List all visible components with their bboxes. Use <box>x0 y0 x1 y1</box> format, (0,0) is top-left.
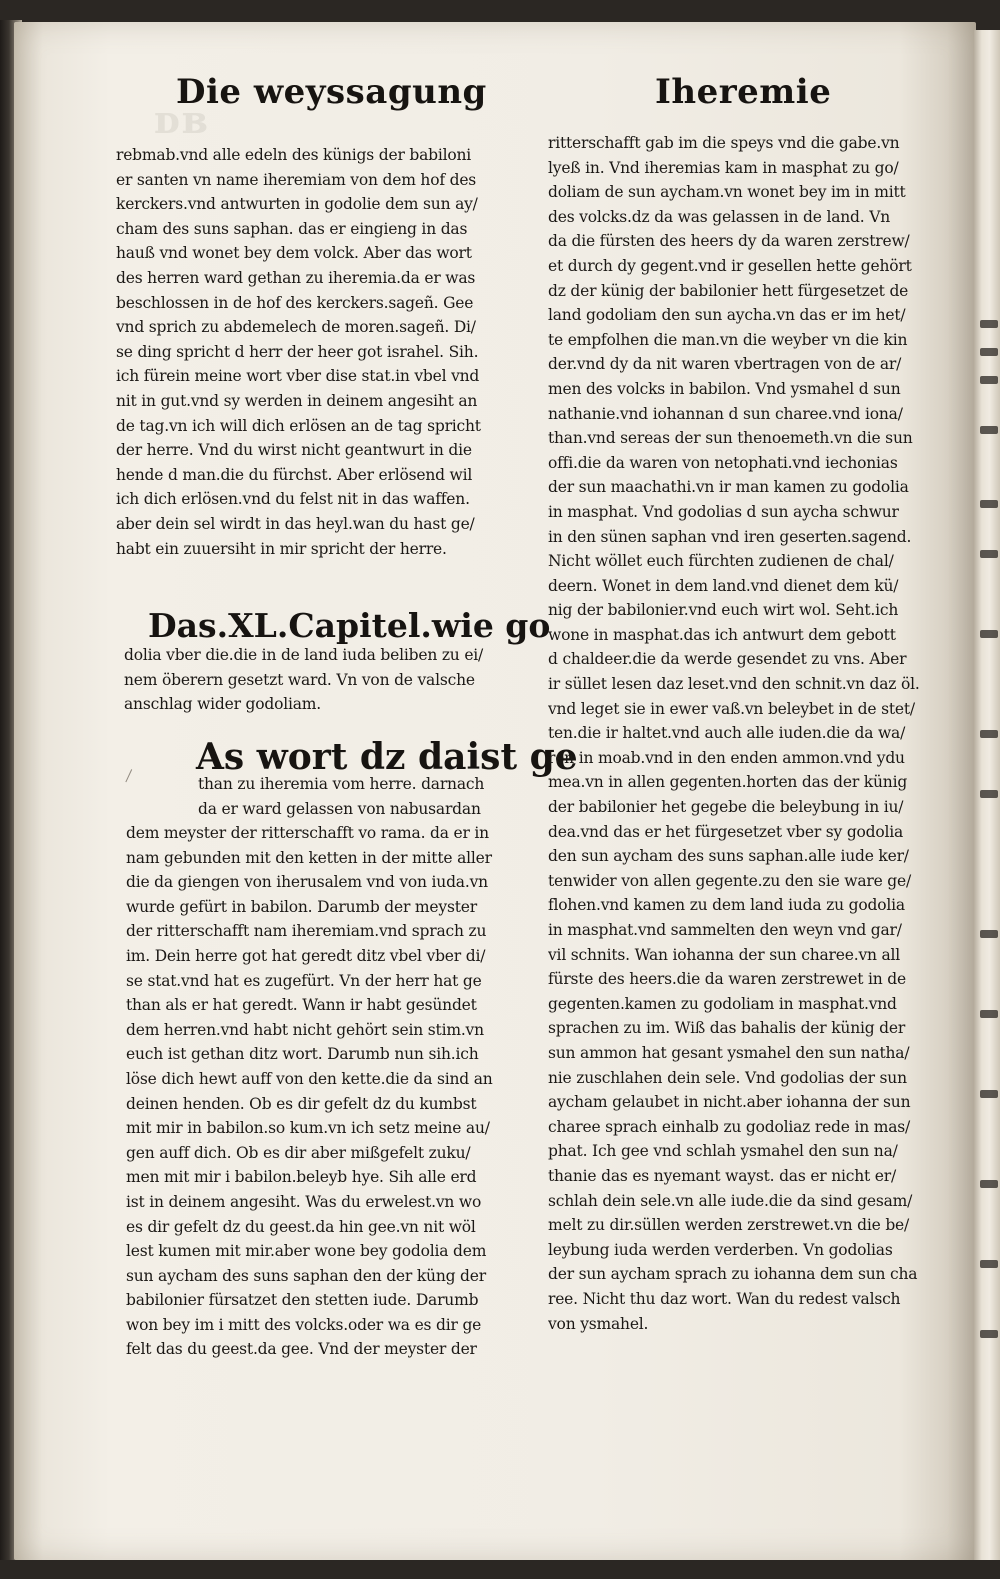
text-line: nam gebunden mit den ketten in der mitte aller <box>126 848 492 867</box>
text-line: men des volcks in babilon. Vnd ysmahel d sun <box>548 379 901 398</box>
text-line: dem meyster der ritterschafft vo rama. da er in <box>126 824 489 842</box>
text-line: des herren ward gethan zu iheremia.da er was <box>116 268 476 287</box>
text-line: felt das du geest.da gee. Vnd der meyster der <box>126 1340 477 1359</box>
text-line: te empfolhen die man.vn die weyber vn die kin <box>548 330 908 349</box>
text-line: aycham gelaubet in nicht.aber iohanna der sun <box>548 1093 911 1112</box>
text-line: mea.vn in allen gegenten.horten das der künig <box>548 773 908 792</box>
text-line: mit mir in babilon.so kum.vn ich setz meine au/ <box>126 1119 490 1138</box>
text-line: des volcks.dz da was gelassen in de land. Vn <box>548 207 890 226</box>
text-line: sun aycham des suns saphan den der küng der <box>126 1266 486 1285</box>
text-line: rebmab.vnd alle edeln des künigs der babiloni <box>116 146 472 164</box>
text-line: melt zu dir.süllen werden zerstrewet.vn die be/ <box>548 1216 910 1235</box>
text-line: ree. Nicht thu daz wort. Wan du redest valsch <box>548 1289 901 1308</box>
text-line: lest kumen mit mir.aber wone bey godolia dem <box>126 1242 487 1261</box>
text-line: flohen.vnd kamen zu dem land iuda zu godolia <box>548 896 905 915</box>
text-line: se stat.vnd hat es zugefürt. Vn der herr hat ge <box>126 971 482 990</box>
chapter-heading: Das.XL.Capitel.wie go <box>148 606 551 645</box>
text-line: cham des suns saphan. das er eingieng in das <box>116 219 468 238</box>
text-line: phat. Ich gee vnd schlah ysmahel den sun na/ <box>548 1142 898 1161</box>
text-line: won bey im i mitt des volcks.oder wa es dir ge <box>126 1315 482 1334</box>
text-line: der sun aycham sprach zu iohanna dem sun cha <box>548 1265 918 1284</box>
text-line: ich dich erlösen.vnd du felst nit in das waffen. <box>116 490 470 509</box>
text-line: de tag.vn ich will dich erlösen an de tag spricht <box>116 416 481 435</box>
text-line: in den sünen saphan vnd iren geserten.sagend. <box>548 527 912 546</box>
text-line: d chaldeer.die da werde gesendet zu vns. Aber <box>548 650 907 669</box>
text-line: nem öberern gesetzt ward. Vn von de valsche <box>124 670 475 689</box>
text-line: ritterschafft gab im die speys vnd die gabe.vn <box>548 134 900 152</box>
text-line: ren in moab.vnd in den enden ammon.vnd ydu <box>548 748 905 767</box>
text-line: hauß vnd wonet bey dem volck. Aber das wort <box>116 244 472 263</box>
text-line: babilonier fürsatzet den stetten iude. Darumb <box>126 1291 479 1310</box>
text-line: ich fürein meine wort vber dise stat.in vbel vnd <box>116 367 480 386</box>
running-head-left: Die weyssagung <box>176 72 487 112</box>
text-line: der babilonier het gegebe die beleybung in iu/ <box>548 798 904 817</box>
text-line: ten.die ir haltet.vnd auch alle iuden.die da wa/ <box>548 724 906 743</box>
text-line: dz der künig der babilonier hett fürgesetzet de <box>548 281 909 300</box>
text-line: der.vnd dy da nit waren vbertragen von de ar/ <box>548 355 902 374</box>
text-line: löse dich hewt auff von den kette.die da sind an <box>126 1069 493 1088</box>
text-line: der herre. Vnd du wirst nicht geantwurt in die <box>116 441 472 460</box>
running-head-right: Iheremie <box>655 72 832 112</box>
text-line: anschlag wider godoliam. <box>124 695 322 714</box>
text-line: wone in masphat.das ich antwurt dem gebott <box>548 625 896 644</box>
text-line: in masphat.vnd sammelten den weyn vnd gar/ <box>548 921 902 939</box>
show-through-text: ᴅʙ <box>154 97 211 142</box>
text-line: dea.vnd das er het fürgesetzet vber sy godolia <box>548 822 904 841</box>
text-line: offi.die da waren von netophati.vnd iechonias <box>548 453 898 472</box>
text-line: men mit mir i babilon.beleyb hye. Sih alle erd <box>126 1168 477 1187</box>
left-column-top <box>116 143 496 561</box>
text-line: gegenten.kamen zu godoliam in masphat.vnd <box>548 994 897 1013</box>
text-line: sprachen zu im. Wiß das bahalis der künig der <box>548 1019 906 1038</box>
text-line: dolia vber die.die in de land iuda beliben zu ei/ <box>124 646 484 664</box>
text-line: dem herren.vnd habt nicht gehört sein stim.vn <box>126 1020 484 1039</box>
text-line: im. Dein herre got hat geredt ditz vbel vber di/ <box>126 946 486 965</box>
text-line: than zu iheremia vom herre. darnach <box>198 775 485 793</box>
text-line: vnd sprich zu abdemelech de moren.sageñ. Di/ <box>116 318 476 337</box>
text-line: vnd leget sie in ewer vaß.vn beleybet in de stet/ <box>548 699 915 718</box>
next-page-edge <box>974 30 1000 1560</box>
text-line: deinen henden. Ob es dir gefelt dz du kumbst <box>126 1094 477 1113</box>
text-line: euch ist gethan ditz wort. Darumb nun sih.ich <box>126 1045 479 1064</box>
text-line: die da giengen von iherusalem vnd von iuda.vn <box>126 873 488 892</box>
text-line: than als er hat geredt. Wann ir habt gesündet <box>126 996 477 1015</box>
text-line: da er ward gelassen von nabusardan <box>198 799 481 818</box>
left-column-body <box>126 821 506 1362</box>
text-line: tenwider von allen gegente.zu den sie ware ge/ <box>548 871 912 890</box>
text-line: da die fürsten des heers dy da waren zerstrew/ <box>548 232 910 251</box>
text-line: leybung iuda werden verderben. Vn godolias <box>548 1240 893 1259</box>
decorated-initial-line: As wort dz daist ge <box>196 736 578 778</box>
text-line: es dir gefelt dz du geest.da hin gee.vn nit wöl <box>126 1217 476 1236</box>
text-line: nig der babilonier.vnd euch wirt wol. Seht.ich <box>548 601 899 620</box>
text-line: vil schnits. Wan iohanna der sun charee.vn all <box>548 945 901 964</box>
right-column <box>548 131 938 1336</box>
text-line: doliam de sun aycham.vn wonet bey im in mitt <box>548 183 906 202</box>
text-line: Nicht wöllet euch fürchten zudienen de chal/ <box>548 552 894 571</box>
text-line: kerckers.vnd antwurten in godolie dem sun ay/ <box>116 195 478 214</box>
text-line: se ding spricht d herr der heer got israhel. Sih. <box>116 342 479 361</box>
text-line: sun ammon hat gesant ysmahel den sun natha/ <box>548 1043 910 1062</box>
text-line: wurde gefürt in babilon. Darumb der meyster <box>126 897 477 916</box>
text-line: beschlossen in de hof des kerckers.sageñ. Gee <box>116 293 474 312</box>
text-line: deern. Wonet in dem land.vnd dienet dem kü/ <box>548 576 899 595</box>
text-line: ir süllet lesen daz leset.vnd den schnit.vn daz öl. <box>548 675 920 694</box>
text-line: der ritterschafft nam iheremiam.vnd sprach zu <box>126 922 487 941</box>
text-line: aber dein sel wirdt in das heyl.wan du hast ge/ <box>116 514 475 533</box>
text-line: den sun aycham des suns saphan.alle iude ker/ <box>548 847 909 866</box>
chapter-summary <box>124 643 494 717</box>
text-line: charee sprach einhalb zu godoliaz rede in mas/ <box>548 1117 911 1136</box>
text-line: er santen vn name iheremiam von dem hof des <box>116 170 477 189</box>
text-line: land godoliam den sun aycha.vn das er im het/ <box>548 306 906 325</box>
text-line: schlah dein sele.vn alle iude.die da sind gesam/ <box>548 1191 913 1210</box>
text-line: habt ein zuuersiht in mir spricht der herre. <box>116 539 447 558</box>
text-line: in masphat. Vnd godolias d sun aycha schwur <box>548 502 899 521</box>
text-line: nathanie.vnd iohannan d sun charee.vnd iona/ <box>548 404 903 423</box>
text-line: von ysmahel. <box>548 1314 649 1333</box>
text-line: ist in deinem angesiht. Was du erwelest.vn wo <box>126 1192 482 1211</box>
text-line: fürste des heers.die da waren zerstrewet in de <box>548 970 906 989</box>
left-column-indented <box>198 772 498 821</box>
text-line: et durch dy gegent.vnd ir gesellen hette gehört <box>548 256 912 275</box>
text-line: nit in gut.vnd sy werden in deinem angesiht an <box>116 391 478 410</box>
text-line: hende d man.die du fürchst. Aber erlösend wil <box>116 465 473 484</box>
text-line: der sun maachathi.vn ir man kamen zu godolia <box>548 478 909 497</box>
text-line: lyeß in. Vnd iheremias kam in masphat zu go/ <box>548 158 899 177</box>
text-line: than.vnd sereas der sun thenoemeth.vn die sun <box>548 429 913 448</box>
text-line: nie zuschlahen dein sele. Vnd godolias der sun <box>548 1068 907 1087</box>
text-line: thanie das es nyemant wayst. das er nicht er/ <box>548 1166 896 1185</box>
text-line: gen auff dich. Ob es dir aber mißgefelt zuku/ <box>126 1143 471 1162</box>
